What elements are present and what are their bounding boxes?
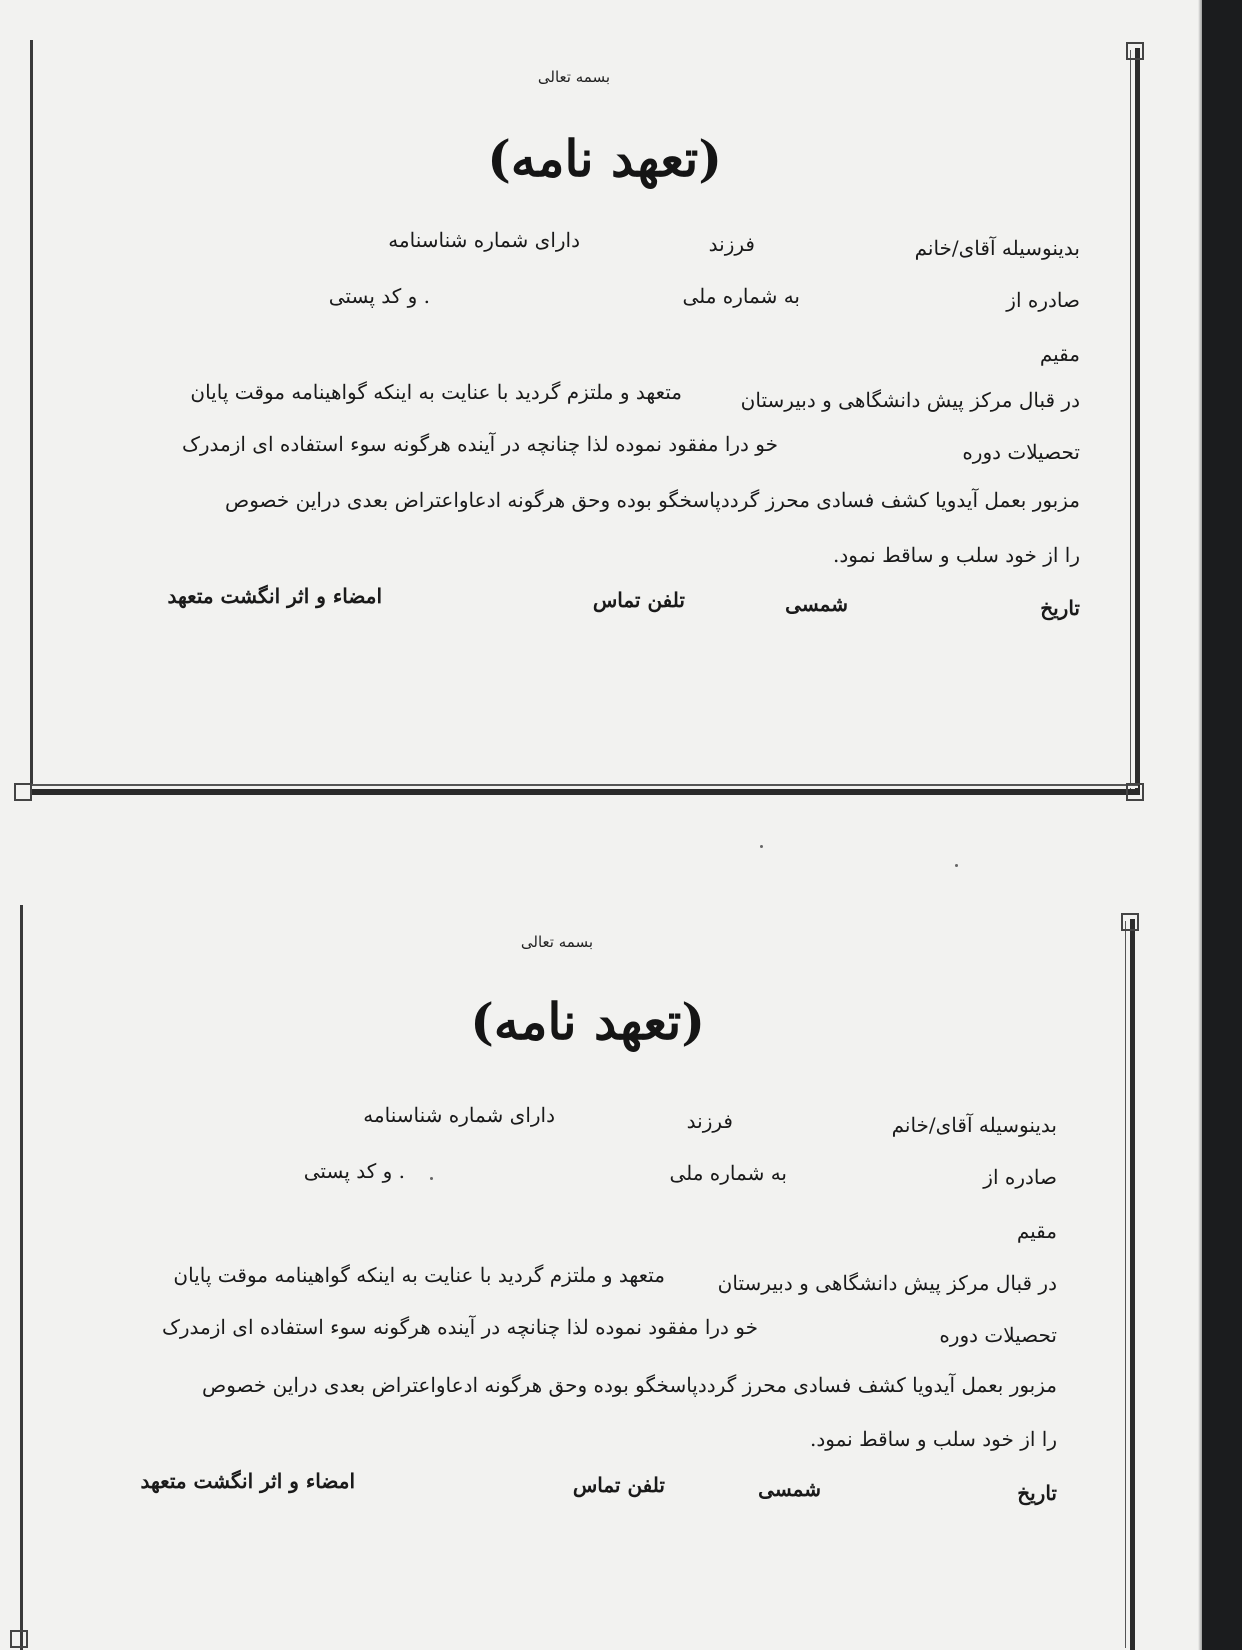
form-border-left [20,905,23,1650]
scan-speck [760,845,763,848]
residence-label: مقیم [1016,1219,1057,1243]
id-number-label: دارای شماره شناسنامه [363,1103,555,1127]
signature-label: امضاء و اثر انگشت متعهد [167,584,382,608]
corner-ornament [14,783,32,801]
statement-line-2b: خو درا مفقود نموده لذا چنانچه در آینده هرگونه سوء استفاده ای ازمدرک [161,1315,758,1339]
statement-line-4: را از خود سلب و ساقط نمود. [833,543,1080,567]
corner-ornament [10,1630,28,1648]
intro-label: بدینوسیله آقای/خانم [914,236,1080,260]
id-number-label: دارای شماره شناسنامه [388,228,580,252]
corner-ornament [1121,913,1139,931]
statement-line-3: مزبور بعمل آیدویا کشف فسادی محرز گرددپاسخگو بوده وحق هرگونه ادعاواعتراض بعدی دراین خصوص [202,1373,1057,1397]
shamsi-label: شمسی [758,1477,821,1501]
form-title: (تعهد نامه) [487,129,722,188]
date-label: تاریخ [1017,1481,1057,1505]
statement-line-1b: متعهد و ملتزم گردید با عنایت به اینکه گواهینامه موقت پایان [190,380,682,404]
shamsi-label: شمسی [785,592,848,616]
pledge-form-2 [20,905,1135,1650]
postal-code-label: . و کد پستی [303,1159,405,1183]
issued-from-label: صادره از [983,1165,1057,1189]
form-border-bottom [30,789,1140,795]
statement-line-2b: خو درا مفقود نموده لذا چنانچه در آینده هرگونه سوء استفاده ای ازمدرک [181,432,778,456]
corner-ornament [1126,783,1144,801]
statement-line-1a: در قبال مرکز پیش دانشگاهی و دبیرستان [717,1271,1057,1295]
national-number-label: به شماره ملی [669,1161,787,1185]
statement-line-4: را از خود سلب و ساقط نمود. [810,1427,1057,1451]
form-title: (تعهد نامه) [470,992,705,1051]
form-border-right [1130,919,1135,1650]
signature-label: امضاء و اثر انگشت متعهد [140,1469,355,1493]
statement-line-1a: در قبال مرکز پیش دانشگاهی و دبیرستان [740,388,1080,412]
national-number-label: به شماره ملی [682,284,800,308]
statement-line-2a: تحصیلات دوره [939,1323,1057,1347]
statement-line-2a: تحصیلات دوره [962,440,1080,464]
pledge-form-1 [30,40,1140,795]
issued-from-label: صادره از [1006,288,1080,312]
scanner-edge [1202,0,1242,1650]
invocation: بسمه تعالی [537,68,610,86]
statement-line-3: مزبور بعمل آیدویا کشف فسادی محرز گرددپاسخگو بوده وحق هرگونه ادعاواعتراض بعدی دراین خصوص [225,488,1080,512]
residence-label: مقیم [1039,342,1080,366]
date-label: تاریخ [1040,596,1080,620]
intro-label: بدینوسیله آقای/خانم [891,1113,1057,1137]
phone-label: تلفن تماس [592,588,685,612]
child-of-label: فرزند [686,1109,733,1133]
corner-ornament [1126,42,1144,60]
statement-line-1b: متعهد و ملتزم گردید با عنایت به اینکه گواهینامه موقت پایان [173,1263,665,1287]
invocation: بسمه تعالی [520,933,593,951]
phone-label: تلفن تماس [572,1473,665,1497]
form-border-right [1135,48,1140,795]
scan-speck [955,864,958,867]
child-of-label: فرزند [708,232,755,256]
form-border-left [30,40,33,785]
postal-code-label: . و کد پستی [328,284,430,308]
